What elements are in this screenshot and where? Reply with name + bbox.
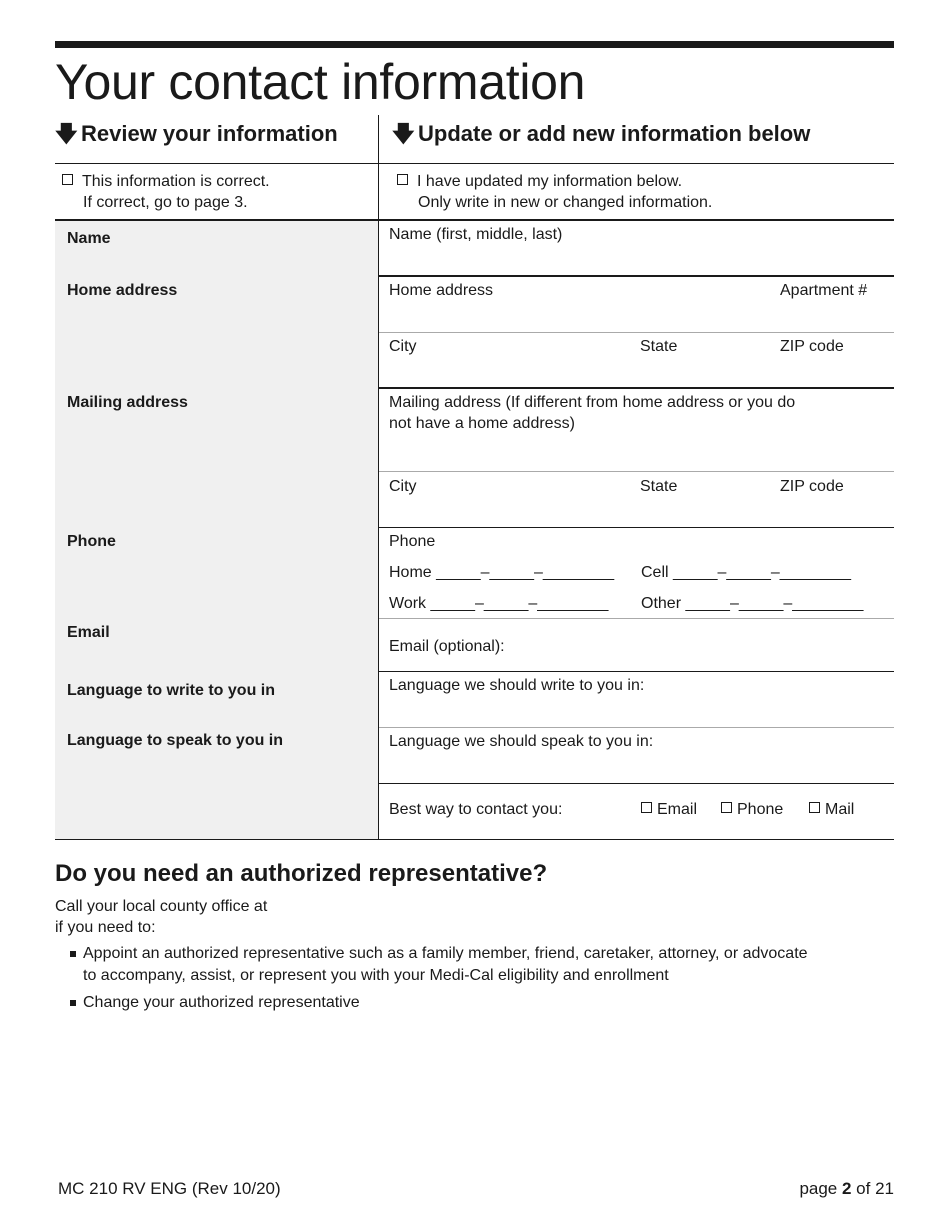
correct-checkbox-row[interactable] [62,171,270,192]
mailing-address-note: not have a home address) [389,415,575,432]
review-header-label: Review your information [81,121,338,146]
divider [379,618,894,619]
contact-mail-checkbox[interactable] [809,802,820,813]
page-prefix: page [799,1179,842,1198]
page-number [799,1178,894,1200]
contact-mail-label: Mail [825,801,855,818]
updated-checkbox-row[interactable] [397,171,682,192]
lang-speak-label: Language to speak to you in [67,732,284,749]
divider [55,163,894,164]
arrow-down-icon: 🡇 [392,121,415,146]
contact-email-label: Email [657,801,698,818]
cell-phone-field[interactable]: Cell _____–_____–________ [641,564,851,581]
divider [379,527,894,528]
rep-bullet-list [55,943,825,1019]
correct-note: If correct, go to page 3. [83,194,248,211]
review-header [55,119,338,149]
divider [379,332,894,333]
updated-note: Only write in new or changed information. [418,194,713,211]
name-label: Name [67,230,111,247]
divider [379,727,894,728]
home-state-field[interactable]: State [640,338,678,355]
list-item: Appoint an authorized representative such as a family member, friend, caretaker, attorney, or advocate to accompany, assist, or represent you with your Medi-Cal eligibility and enrollment [55,943,825,987]
correct-label: This information is correct. [82,173,270,190]
arrow-down-icon: 🡇 [55,121,78,146]
divider [379,783,894,784]
mailing-city-field[interactable]: City [389,478,417,495]
contact-phone-checkbox[interactable] [721,802,732,813]
column-divider [378,115,379,840]
form-id: MC 210 RV ENG (Rev 10/20) [58,1179,281,1198]
divider [379,471,894,472]
work-phone-field[interactable]: Work _____–_____–________ [389,595,609,612]
page-title: Your contact information [55,54,586,110]
name-field[interactable]: Name (first, middle, last) [389,226,563,243]
other-phone-field[interactable]: Other _____–_____–________ [641,595,864,612]
divider [55,839,894,840]
rep-heading: Do you need an authorized representative? [55,860,548,887]
email-field[interactable]: Email (optional): [389,638,505,655]
lang-speak-field[interactable]: Language we should speak to you in: [389,733,654,750]
contact-email-option[interactable] [641,799,697,820]
correct-checkbox[interactable] [62,174,73,185]
contact-phone-option[interactable] [721,799,783,820]
mailing-address-field[interactable]: Mailing address (If different from home address or you do [389,394,796,411]
mailing-address-label: Mailing address [67,394,188,411]
apartment-field[interactable]: Apartment # [780,282,868,299]
lang-write-field[interactable]: Language we should write to you in: [389,677,645,694]
divider [379,387,894,389]
best-way-label: Best way to contact you: [389,801,563,818]
phone-title: Phone [389,533,436,550]
mailing-state-field[interactable]: State [640,478,678,495]
list-item: Change your authorized representative [55,992,825,1014]
contact-email-checkbox[interactable] [641,802,652,813]
page-current: 2 [841,1179,852,1198]
home-address-field[interactable]: Home address [389,282,494,299]
top-rule [55,41,894,48]
lang-write-label: Language to write to you in [67,682,275,699]
mailing-zip-field[interactable]: ZIP code [780,478,844,495]
divider [379,671,894,672]
updated-label: I have updated my information below. [417,173,683,190]
update-header [392,119,810,149]
divider [379,275,894,277]
rep-intro-cont: if you need to: [55,919,156,936]
home-address-label: Home address [67,282,178,299]
home-zip-field[interactable]: ZIP code [780,338,844,355]
updated-checkbox[interactable] [397,174,408,185]
contact-phone-label: Phone [737,801,784,818]
rep-intro: Call your local county office at [55,898,268,915]
email-label: Email [67,624,110,641]
update-header-label: Update or add new information below [418,121,811,146]
contact-mail-option[interactable] [809,799,854,820]
phone-label: Phone [67,533,116,550]
page-suffix: of 21 [851,1179,894,1198]
divider [55,219,894,221]
home-city-field[interactable]: City [389,338,417,355]
home-phone-field[interactable]: Home _____–_____–________ [389,564,615,581]
